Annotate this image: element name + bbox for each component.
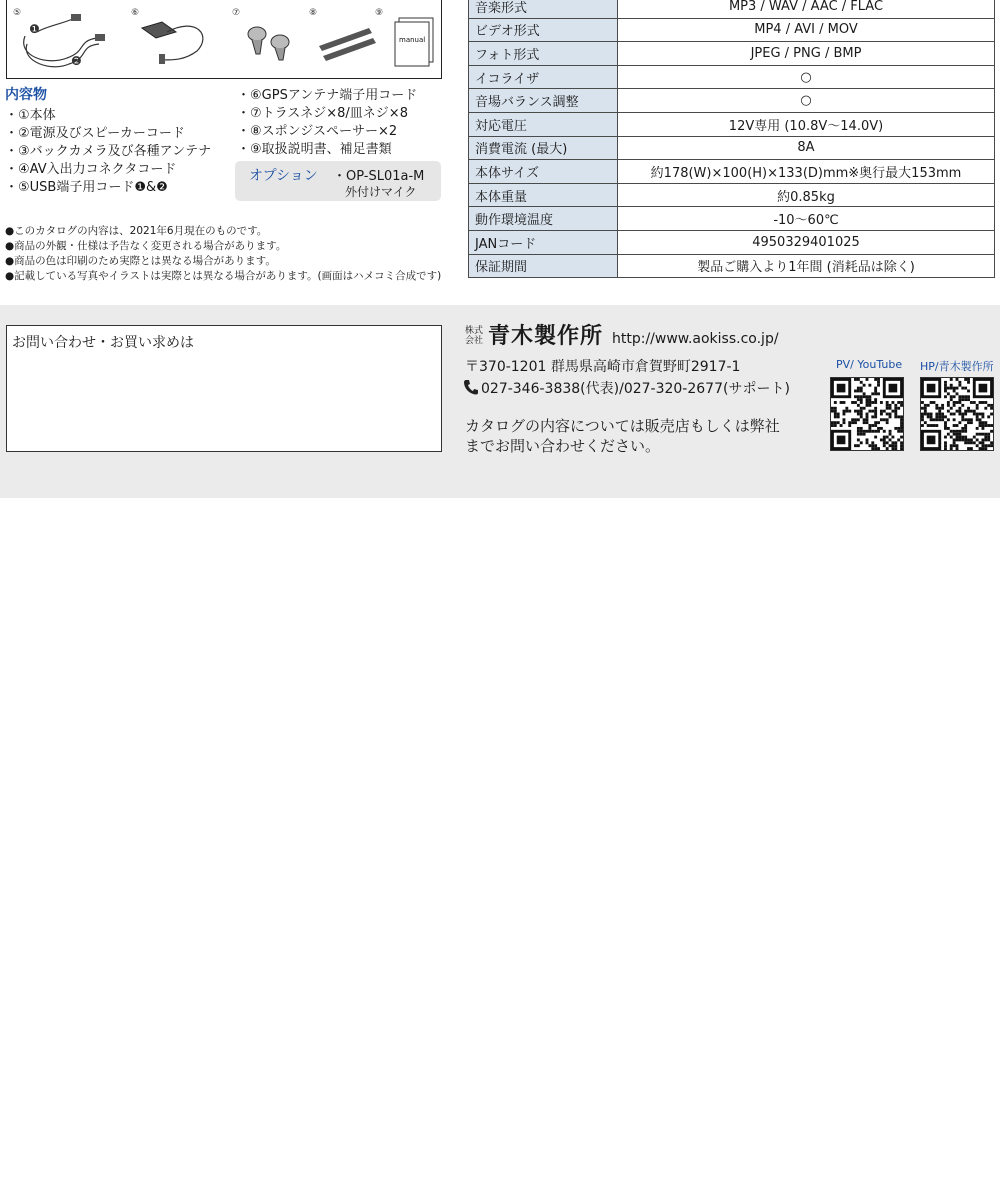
qr-label-youtube: PV/ YouTube (836, 358, 903, 371)
company-name: 青木製作所 (488, 324, 604, 349)
spec-value: ○ (618, 65, 995, 89)
contents-item: ・⑨取扱説明書、補足書類 (237, 142, 392, 157)
item-number-7: ⑦ (232, 8, 241, 18)
spec-label: イコライザ (469, 65, 618, 89)
spec-value: MP4 / AVI / MOV (618, 18, 995, 42)
company-prefix: 株式会社 (465, 326, 484, 346)
spec-label: 保証期間 (469, 254, 618, 278)
inquiry-box (6, 325, 442, 452)
contents-item: ・②電源及びスピーカーコード (5, 126, 185, 141)
footer (0, 305, 1000, 498)
contents-item: ・①本体 (5, 108, 56, 123)
spec-value: 4950329401025 (618, 230, 995, 254)
qr-label-homepage: HP/青木製作所 (920, 360, 994, 373)
spec-value: -10〜60℃ (618, 207, 995, 231)
homepage-qr-code-icon[interactable] (920, 377, 994, 451)
catalog-note: ●商品の外観・仕様は予告なく変更される場合があります。 (5, 240, 287, 252)
spec-row (469, 136, 995, 160)
spec-row (469, 254, 995, 278)
option-code: ・OP-SL01a-M (333, 169, 425, 184)
phone-icon (463, 379, 479, 395)
contents-item: ・⑦トラスネジ×8/皿ネジ×8 (237, 106, 408, 121)
cord-marker-2: ❷ (71, 54, 82, 68)
spec-label: 消費電流 (最大) (469, 136, 618, 160)
spec-value: JPEG / PNG / BMP (618, 42, 995, 66)
spec-label: 音場バランス調整 (469, 89, 618, 113)
spec-table (468, 0, 995, 278)
spec-row (469, 42, 995, 66)
spec-label: 本体重量 (469, 183, 618, 207)
contents-item: ・⑥GPSアンテナ端子用コード (237, 88, 418, 103)
spec-row (469, 230, 995, 254)
spec-row (469, 207, 995, 231)
option-box (235, 161, 441, 201)
option-label: オプション (249, 168, 318, 184)
spec-value: 約178(W)×100(H)×133(D)mm※奥行最大153mm (618, 160, 995, 184)
item-number-5: ⑤ (13, 8, 22, 18)
contents-item: ・⑧スポンジスペーサー×2 (237, 124, 398, 139)
company-url[interactable]: http://www.aokiss.co.jp/ (612, 331, 779, 347)
item-number-6: ⑥ (131, 8, 140, 18)
spec-label: 音楽形式 (469, 0, 618, 18)
contents-item: ・④AV入出力コネクタコード (5, 162, 177, 177)
spec-label: 動作環境温度 (469, 207, 618, 231)
contents-item: ・⑤USB端子用コード❶&❷ (5, 180, 168, 195)
youtube-qr-code-icon[interactable] (830, 377, 904, 451)
spec-label: 対応電圧 (469, 112, 618, 136)
item-number-8: ⑧ (309, 8, 318, 18)
contents-item: ・③バックカメラ及び各種アンテナ (5, 144, 212, 159)
spec-row (469, 160, 995, 184)
accessories-illustration (6, 0, 442, 79)
catalog-note: ●記載している写真やイラストは実際とは異なる場合があります。(画面はハメコミ合成です) (5, 270, 442, 282)
company-phone: 027-346-3838(代表)/027-320-2677(サポート) (481, 381, 790, 397)
spec-row (469, 89, 995, 113)
spec-row (469, 0, 995, 18)
spec-row (469, 183, 995, 207)
spec-label: フォト形式 (469, 42, 618, 66)
contents-title: 内容物 (5, 87, 47, 103)
spec-label: JANコード (469, 230, 618, 254)
spec-label: 本体サイズ (469, 160, 618, 184)
spec-label: ビデオ形式 (469, 18, 618, 42)
spec-value: MP3 / WAV / AAC / FLAC (618, 0, 995, 18)
spec-row (469, 18, 995, 42)
cord-marker-1: ❶ (29, 22, 40, 36)
spec-value: 製品ご購入より1年間 (消耗品は除く) (618, 254, 995, 278)
spec-row (469, 65, 995, 89)
spec-value: 8A (618, 136, 995, 160)
spec-value: 約0.85kg (618, 183, 995, 207)
catalog-note: ●商品の色は印刷のため実際とは異なる場合があります。 (5, 255, 276, 267)
item-number-9: ⑨ (375, 8, 384, 18)
spec-row (469, 112, 995, 136)
inquiry-label: お問い合わせ・お買い求めは (12, 335, 194, 351)
catalog-note: ●このカタログの内容は、2021年6月現在のものです。 (5, 225, 268, 237)
spec-value: 12V専用 (10.8V〜14.0V) (618, 112, 995, 136)
company-address: 〒370-1201 群馬県高崎市倉賀野町2917-1 (465, 359, 741, 375)
option-description: 外付けマイク (345, 185, 417, 199)
spec-value: ○ (618, 89, 995, 113)
catalog-inquiry-note: カタログの内容については販売店もしくは弊社までお問い合わせください。 (465, 417, 780, 455)
manual-label: manual (399, 36, 426, 44)
